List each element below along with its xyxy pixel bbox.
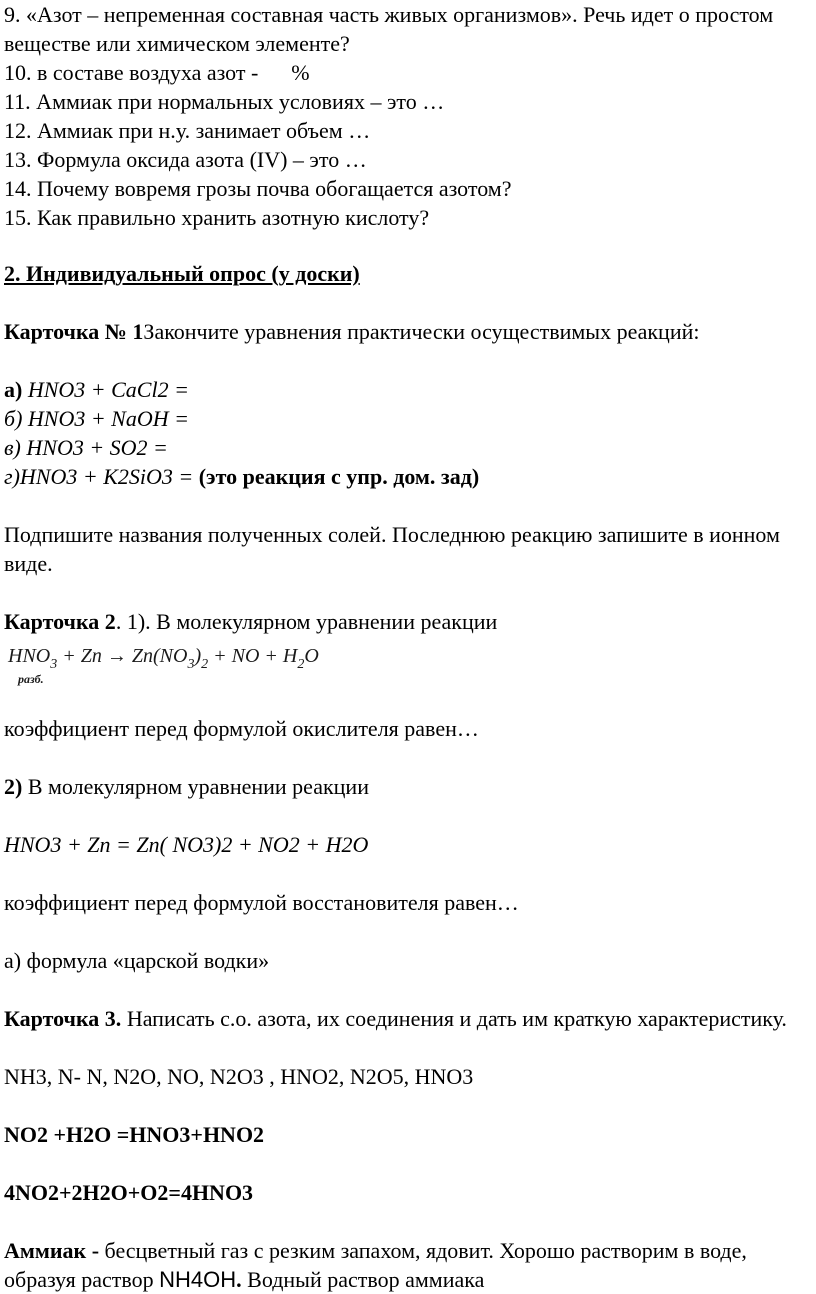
question-10: 10. в составе воздуха азот - % <box>4 60 310 85</box>
ammonia-label: Аммиак - <box>4 1238 105 1263</box>
card-2-q2-text: В молекулярном уравнении реакции <box>22 774 369 799</box>
card-2-equation-image <box>4 640 804 690</box>
ammonia-text-2: Водный раствор аммиака <box>241 1267 485 1292</box>
card-1-eq-d <box>4 462 804 491</box>
section-2-heading: 2. Индивидуальный опрос (у доски) <box>4 261 360 286</box>
card-1-eq-b: б) HNO3 + NaOH = <box>4 406 189 431</box>
card-1-eq-a <box>4 375 804 404</box>
question-11: 11. Аммиак при нормальных условиях – это … <box>4 89 445 114</box>
equation-svg <box>4 640 334 690</box>
card-3-task: Написать с.о. азота, их соединения и дать им краткую характеристику. <box>121 1006 787 1031</box>
card-2-title <box>4 607 804 636</box>
card-1-a-equation: HNO3 + CaCl2 = <box>22 377 189 402</box>
card-3-compounds: NH3, N- N, N2O, NO, N2O3 , HNO2, N2O5, HNO3 <box>4 1064 474 1089</box>
ammonia-paragraph <box>4 1236 804 1294</box>
card-1-task: Закончите уравнения практически осуществимых реакций: <box>143 319 700 344</box>
question-14: 14. Почему вовремя грозы почва обогащается азотом? <box>4 176 512 201</box>
eq-rest: + NO + H <box>208 645 298 667</box>
card-2-label: Карточка 2 <box>4 609 116 634</box>
card-3-title <box>4 1004 804 1033</box>
card-2-question-1-tail: коэффициент перед формулой окислителя равен… <box>4 716 479 741</box>
card-1-eq-c: в) HNO3 + SO2 = <box>4 435 168 460</box>
eq-water-sub: 2 <box>297 657 305 672</box>
equation-text <box>7 645 319 672</box>
eq-product-close: ) <box>194 645 202 667</box>
card-3-equation-2: 4NO2+2H2O+O2=4HNO3 <box>4 1180 254 1205</box>
eq-arrow: → <box>106 645 127 667</box>
card-2-q2-equation: HNO3 + Zn = Zn( NO3)2 + NO2 + H2O <box>4 832 369 857</box>
card-2-question-2 <box>4 772 804 801</box>
card-1-title <box>4 317 804 346</box>
card-3-equation-1: NO2 +H2O =HNO3+HNO2 <box>4 1122 265 1147</box>
eq-product: Zn(NO <box>126 645 188 667</box>
eq-plus-zn: + Zn <box>57 645 107 667</box>
card-1-d-equation: г)HNO3 + K2SiO3 = <box>4 464 199 489</box>
eq-left-sub: 3 <box>50 657 58 672</box>
ammonia-dot: . <box>236 1267 242 1292</box>
ammonia-formula: NH4OH <box>159 1267 237 1292</box>
eq-left: HNO <box>8 645 51 667</box>
card-1-a-label: а) <box>4 377 23 402</box>
question-12: 12. Аммиак при н.у. занимает объем … <box>4 118 371 143</box>
card-2-q2-tail: коэффициент перед формулой восстановителя равен… <box>4 890 519 915</box>
card-1-label: Карточка № 1 <box>4 319 144 344</box>
card-2-q2-label: 2) <box>4 774 23 799</box>
eq-under-label: разб. <box>18 672 44 686</box>
card-3-label: Карточка 3. <box>4 1006 122 1031</box>
eq-product-sub2: 2 <box>201 657 209 672</box>
eq-water-end: O <box>304 645 319 667</box>
question-15: 15. Как правильно хранить азотную кислоту? <box>4 205 430 230</box>
card-1-d-note: (это реакция с упр. дом. зад) <box>198 464 480 489</box>
ammonia-text-1: бесцветный газ с резким запахом, ядовит. Хорошо растворим в воде, образуя раствор <box>4 1238 747 1292</box>
card-1-instruction: Подпишите названия полученных солей. Последнюю реакцию запишите в ионном виде. <box>4 522 780 576</box>
card-2-intro: . 1). В молекулярном уравнении реакции <box>115 609 498 634</box>
eq-product-sub: 3 <box>187 657 195 672</box>
question-13: 13. Формула оксида азота (IV) – это … <box>4 147 367 172</box>
question-9: 9. «Азот – непременная составная часть живых организмов». Речь идет о простом веществе или химическом элементе? <box>4 2 774 56</box>
card-2-question-3: а) формула «царской водки» <box>4 948 270 973</box>
